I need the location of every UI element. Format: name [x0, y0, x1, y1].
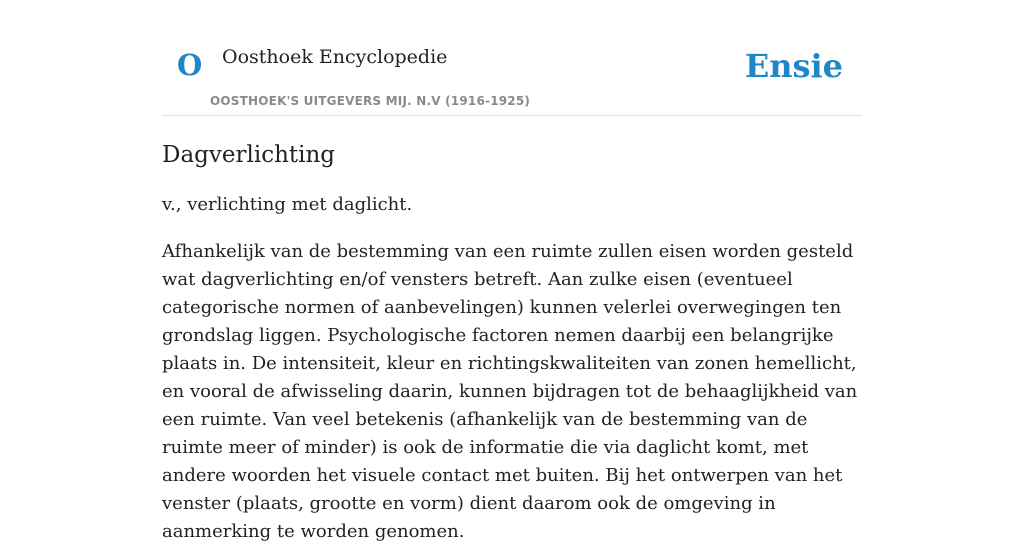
book-logo-letter[interactable]: O — [177, 48, 203, 82]
book-title-link[interactable]: Oosthoek Encyclopedie — [222, 46, 448, 68]
ensie-brand-link[interactable]: Ensie — [744, 47, 843, 85]
entry-definition: v., verlichting met daglicht. — [162, 194, 413, 215]
entry-body: Afhankelijk van de bestemming van een ruimte zullen eisen worden gesteld wat dagverlichting en/of vensters betreft. Aan zulke eisen (eventueel categorische normen of aanbevelingen) kunnen velerlei overwegingen ten grondslag liggen. Psychologische factoren nemen daarbij een belangrijke plaats in. De intensiteit, kleur en richtingskwaliteiten van zonen hemellicht, en vooral de afwisseling daarin, kunnen bijdragen tot de behaaglijkheid van een ruimte. Van veel betekenis (afhankelijk van de bestemming van de ruimte meer of minder) is ook de informatie die via daglicht komt, met andere woorden het visuele contact met buiten. Bij het ontwerpen van het venster (plaats, grootte en vorm) dient daarom ook de omgeving in aanmerking te worden genomen. — [162, 241, 858, 542]
page — [162, 0, 862, 546]
entry-title: Dagverlichting — [162, 142, 336, 168]
publisher-label: OOSTHOEK'S UITGEVERS MIJ. N.V (1916-1925) — [210, 94, 531, 108]
header — [162, 0, 862, 116]
